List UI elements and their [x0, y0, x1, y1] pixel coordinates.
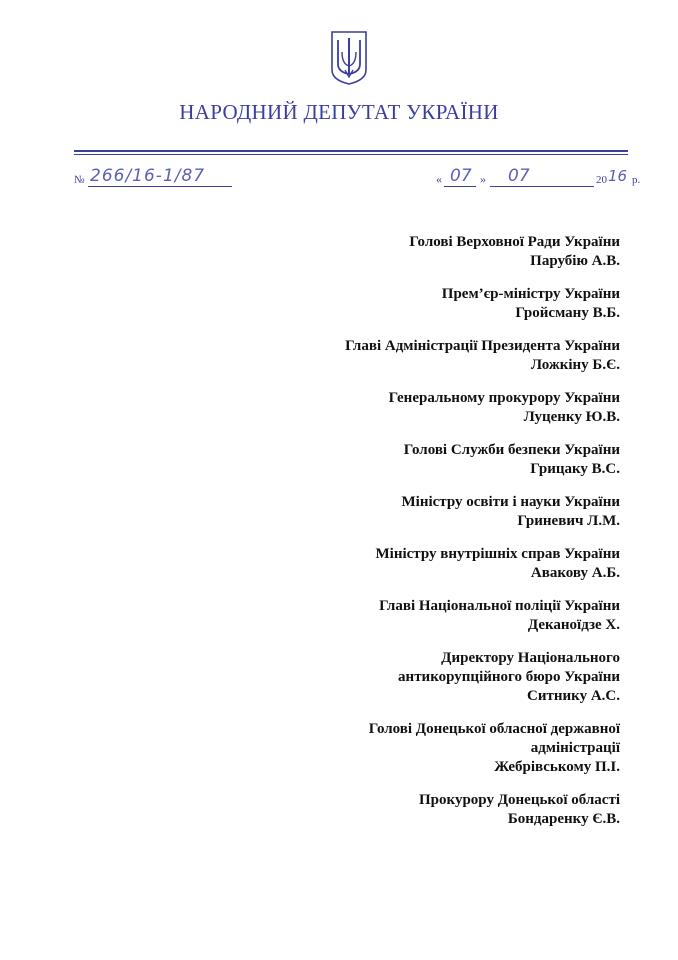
addressee-block: [200, 493, 620, 531]
date-open-quote: «: [436, 172, 442, 186]
number-underline: [88, 186, 232, 187]
number-prefix: №: [74, 174, 85, 186]
header-rule-thin: [74, 154, 628, 155]
addressee-name: Ложкіну Б.Є.: [530, 357, 620, 373]
addressee-name: Гройсману В.Б.: [515, 305, 620, 321]
registration-number-handwritten: 266/16-1/87: [90, 166, 206, 186]
addressee-position: антикорупційного бюро України: [398, 669, 620, 685]
trident-emblem-icon: [330, 30, 368, 86]
addressee-name: Авакову А.Б.: [530, 565, 620, 581]
addressee-block: [200, 441, 620, 479]
addressee-block: [200, 791, 620, 829]
addressee-name: Жебрівському П.І.: [494, 759, 620, 775]
date-year-printed: 20: [596, 174, 607, 186]
addressee-position: Главі Адміністрації Президента України: [345, 338, 620, 354]
addressee-block: [200, 597, 620, 635]
addressee-block: [200, 233, 620, 271]
addressee-name: Деканоїдзе Х.: [527, 617, 620, 633]
day-underline: [444, 186, 476, 187]
addressee-block: [200, 337, 620, 375]
addressee-position: Директору Національного: [441, 650, 620, 666]
addressee-position: Генеральному прокурору України: [388, 390, 620, 406]
date-month-handwritten: 07: [508, 166, 530, 186]
addressee-position: Міністру освіти і науки України: [401, 494, 620, 510]
addressee-name: Луценку Ю.В.: [523, 409, 620, 425]
addressee-position: Міністру внутрішніх справ України: [375, 546, 620, 562]
page-title: НАРОДНИЙ ДЕПУТАТ УКРАЇНИ: [179, 100, 499, 124]
header-rule-thick: [74, 150, 628, 152]
addressee-position: Голові Донецької обласної державної: [368, 721, 620, 737]
addressee-position: Голові Верховної Ради України: [409, 234, 620, 250]
addressee-block: [200, 285, 620, 323]
addressee-position: адміністрації: [530, 740, 620, 756]
date-day-handwritten: 07: [450, 166, 472, 186]
date-close-quote: »: [480, 172, 486, 186]
addressee-list: [200, 233, 620, 843]
addressee-name: Гриневич Л.М.: [517, 513, 620, 529]
addressee-block: [200, 649, 620, 706]
date-year-handwritten: 16: [608, 167, 628, 185]
addressee-name: Ситнику А.С.: [527, 688, 620, 704]
addressee-name: Парубію А.В.: [530, 253, 620, 269]
addressee-block: [200, 389, 620, 427]
date-year-suffix: р.: [632, 174, 641, 186]
registration-number: [74, 168, 234, 190]
registration-date: [436, 168, 646, 190]
addressee-position: Голові Служби безпеки України: [403, 442, 620, 458]
month-underline: [490, 186, 594, 187]
addressee-name: Бондаренку Є.В.: [507, 811, 620, 827]
addressee-position: Главі Національної поліції України: [379, 598, 620, 614]
addressee-name: Грицаку В.С.: [530, 461, 620, 477]
addressee-position: Прем’єр-міністру України: [441, 286, 620, 302]
addressee-block: [200, 545, 620, 583]
addressee-position: Прокурору Донецької області: [419, 792, 620, 808]
addressee-block: [200, 720, 620, 777]
